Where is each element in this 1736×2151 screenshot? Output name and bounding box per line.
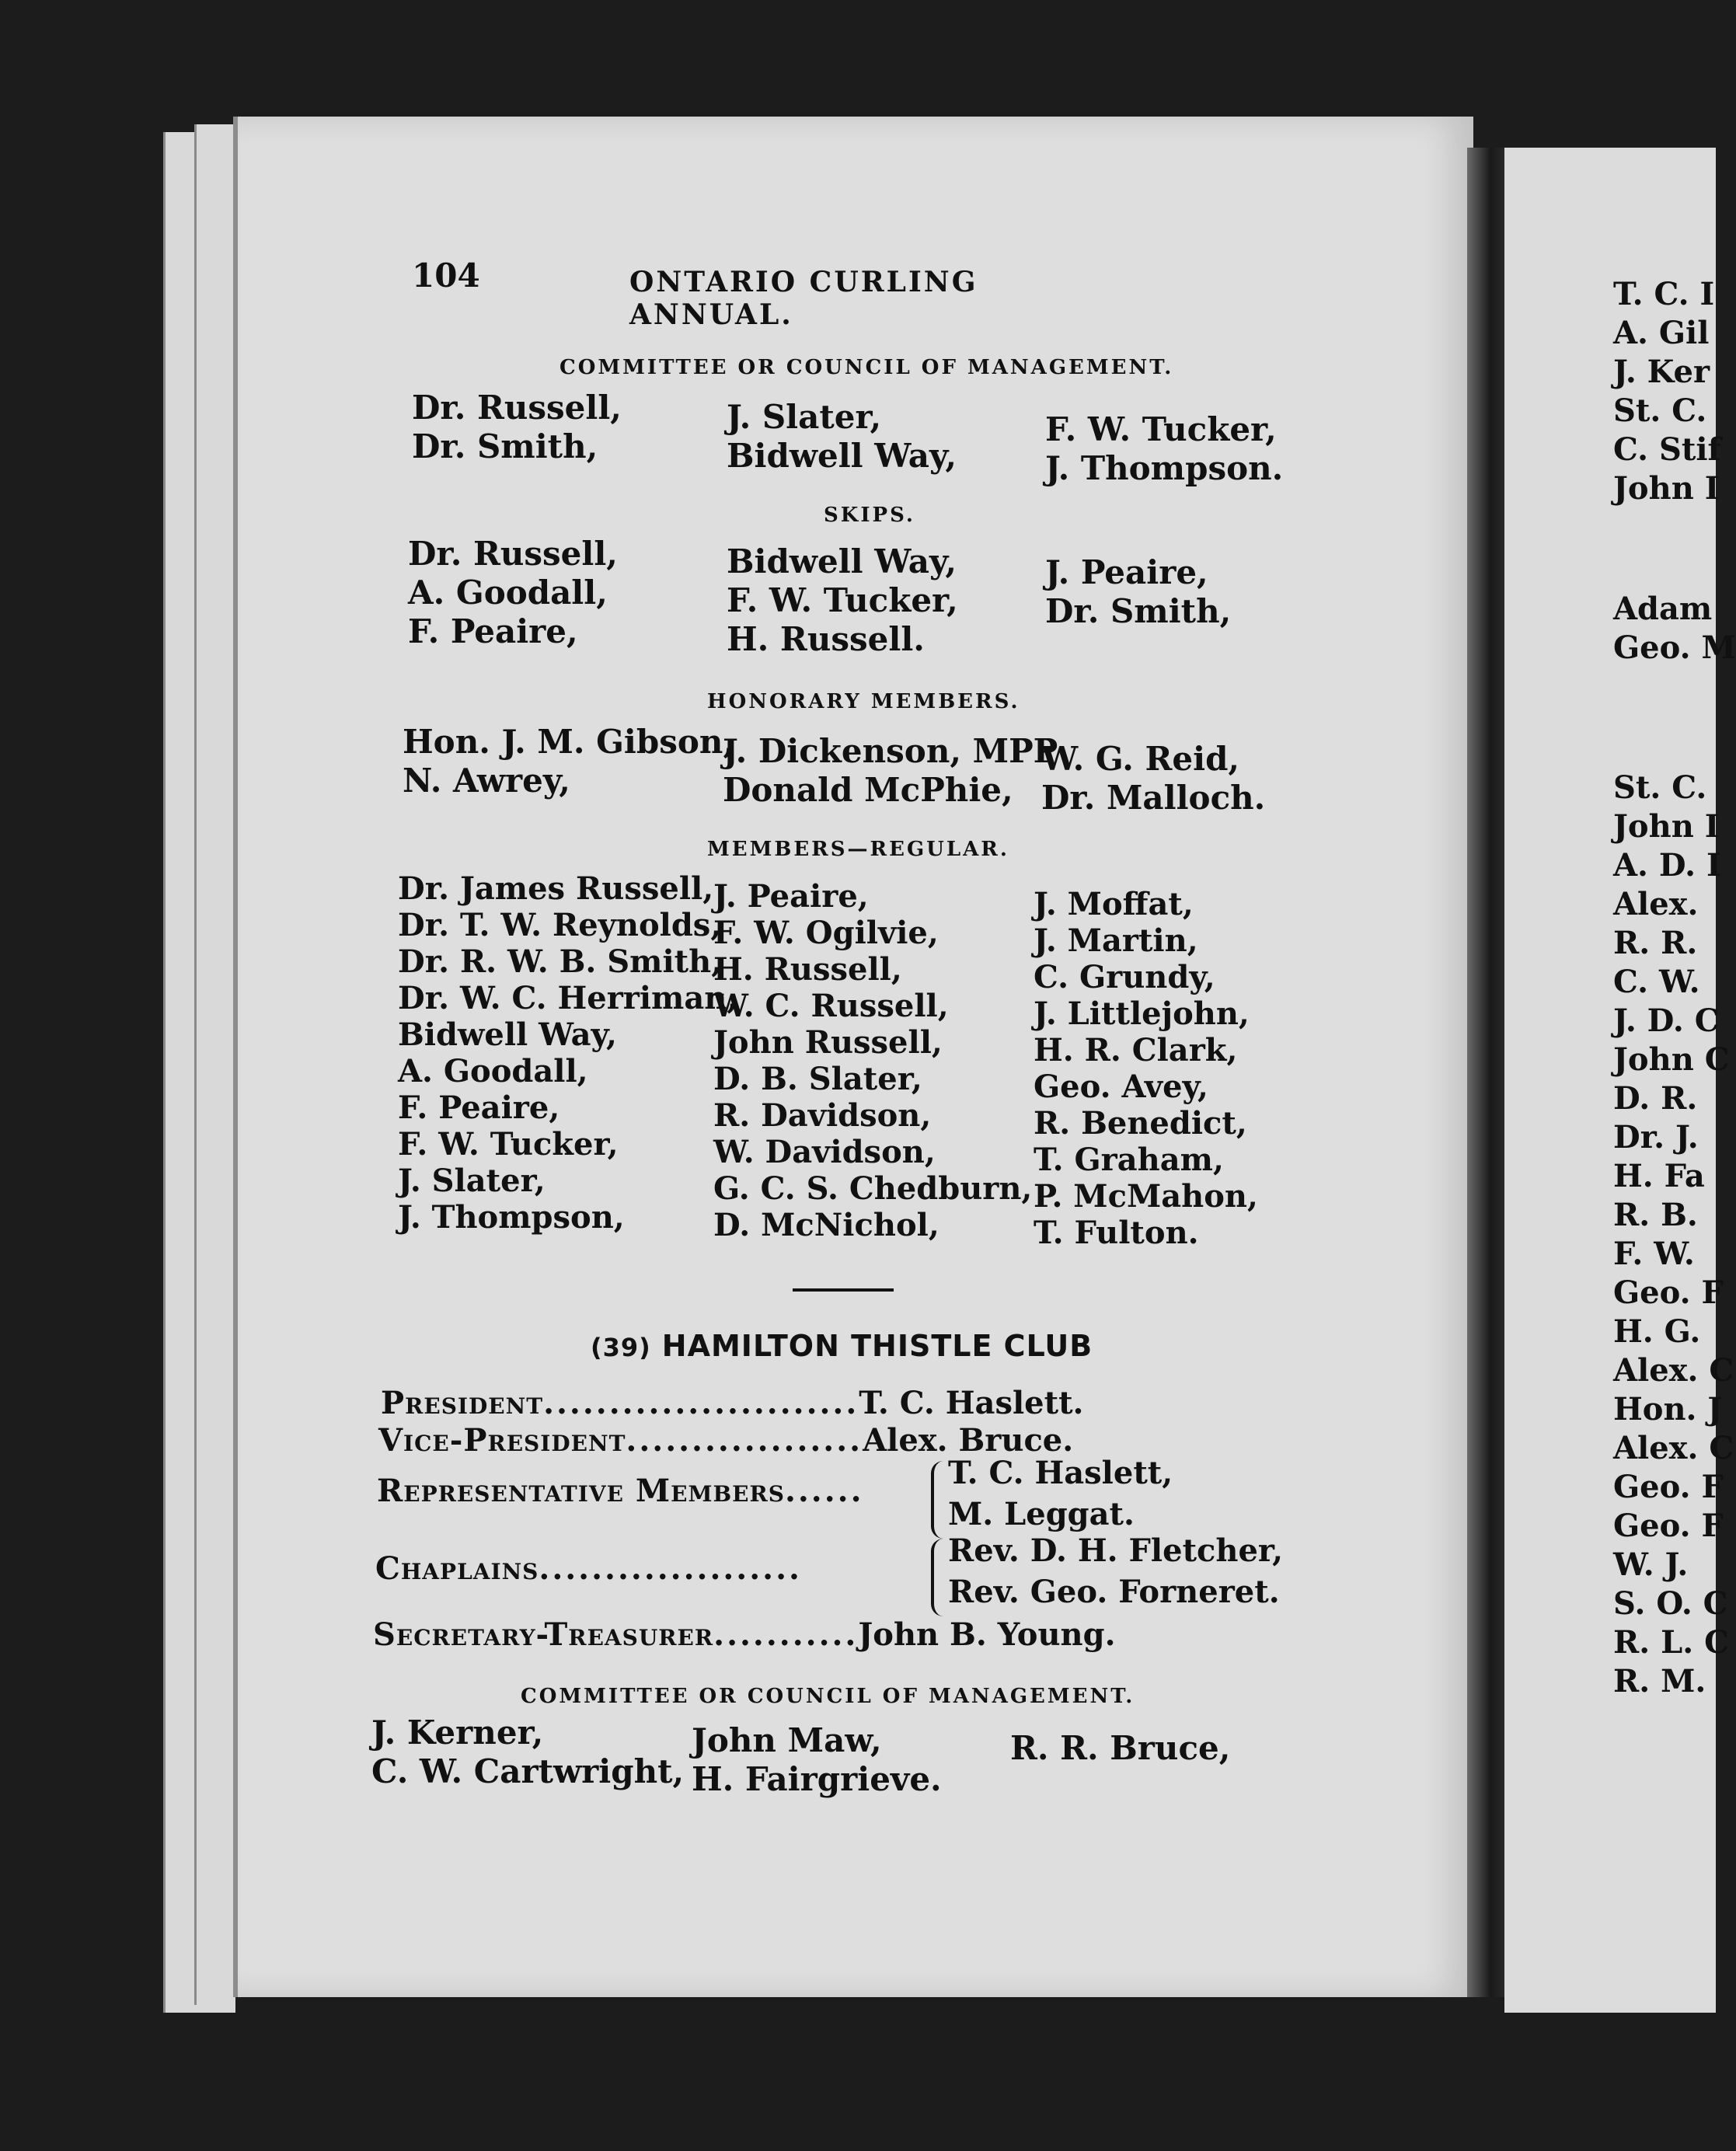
regular-column-2 — [713, 878, 1032, 1243]
list-item: J. Slater, — [727, 398, 882, 436]
right-page-line: F. W. — [1613, 1236, 1695, 1272]
list-item: F. W. Ogilvie, — [713, 915, 939, 951]
office-label: Representative Members — [377, 1473, 785, 1509]
page-number: 104 — [412, 256, 480, 295]
page-stack-edge — [194, 124, 235, 2005]
list-item: J. Peaire, — [1045, 553, 1208, 591]
office-holder: Rev. Geo. Forneret. — [948, 1574, 1280, 1610]
list-item: R. Davidson, — [713, 1097, 932, 1134]
list-item: F. W. Tucker, — [1045, 410, 1277, 448]
leader-dots: .................... — [539, 1550, 802, 1587]
list-item: Donald McPhie, — [723, 771, 1013, 809]
list-item: Geo. Avey, — [1034, 1069, 1208, 1105]
vice-president-row — [378, 1422, 1073, 1459]
right-page-line: Hon. J — [1613, 1391, 1723, 1428]
leader-dots: .................. — [626, 1422, 863, 1459]
list-item: J. Martin, — [1034, 922, 1198, 959]
right-page-line: John C — [1613, 1041, 1730, 1078]
book-gutter — [1467, 148, 1506, 1997]
regular-column-1 — [398, 870, 737, 1236]
secretary-treasurer-row — [373, 1616, 1116, 1653]
club-committee-heading: COMMITTEE OR COUNCIL OF MANAGEMENT. — [521, 1685, 1135, 1708]
leader-dots: ........... — [713, 1616, 859, 1653]
list-item: J. Moffat, — [1034, 886, 1194, 922]
committee-heading: COMMITTEE OR COUNCIL OF MANAGEMENT. — [559, 356, 1174, 379]
list-item: J. Slater, — [398, 1163, 546, 1199]
office-holder: T. C. Haslett, — [948, 1455, 1173, 1491]
club-committee-column-1 — [371, 1713, 684, 1791]
right-page-line: John I — [1613, 470, 1720, 507]
honorary-column-1 — [403, 723, 734, 800]
office-holder: M. Leggat. — [948, 1496, 1135, 1532]
list-item: Dr. T. W. Reynolds, — [398, 907, 722, 943]
list-item: Bidwell Way, — [727, 542, 957, 580]
honorary-column-3 — [1041, 740, 1265, 818]
right-page-line: Adam — [1613, 591, 1713, 627]
list-item: Hon. J. M. Gibson, — [403, 723, 735, 761]
committee-column-1 — [412, 389, 622, 466]
list-item: J. Thompson, — [398, 1199, 625, 1236]
list-item: Bidwell Way, — [398, 1016, 617, 1053]
right-page-line: Alex. C — [1613, 1430, 1734, 1466]
right-page-line: Geo. F — [1613, 1508, 1724, 1544]
list-item: Dr. W. C. Herriman, — [398, 980, 738, 1016]
right-page-line: H. Fa — [1613, 1158, 1705, 1194]
club-title — [591, 1329, 1093, 1363]
list-item: Dr. Smith, — [1045, 592, 1232, 630]
honorary-column-2 — [723, 732, 1058, 810]
right-page-line: H. G. — [1613, 1313, 1701, 1350]
right-page-line: W. J. — [1613, 1546, 1689, 1583]
list-item: Bidwell Way, — [727, 437, 957, 475]
committee-column-3 — [1045, 410, 1283, 488]
list-item: Dr. Malloch. — [1041, 779, 1266, 817]
right-page-line: St. C. — [1613, 392, 1707, 429]
club-name: HAMILTON THISTLE CLUB — [661, 1329, 1093, 1363]
list-item: Dr. Russell, — [408, 535, 618, 573]
list-item: T. Fulton. — [1034, 1215, 1199, 1251]
right-page-line: Alex. C — [1613, 1352, 1734, 1389]
honorary-heading: HONORARY MEMBERS. — [707, 690, 1020, 713]
regular-heading: MEMBERS—REGULAR. — [707, 838, 1009, 861]
right-page-line: D. R. — [1613, 1080, 1698, 1117]
right-page-line: C. W. — [1613, 964, 1700, 1000]
right-page-line: S. O. C — [1613, 1585, 1728, 1622]
right-page-line: A. Gil — [1613, 315, 1710, 351]
list-item: F. Peaire, — [398, 1089, 560, 1126]
office-label: Chaplains — [375, 1550, 539, 1587]
right-page-line: John I — [1613, 808, 1720, 845]
list-item: C. Grundy, — [1034, 959, 1215, 995]
list-item: A. Goodall, — [398, 1053, 588, 1089]
committee-column-2 — [727, 398, 957, 476]
regular-column-3 — [1034, 886, 1258, 1251]
office-label: President — [381, 1385, 544, 1421]
right-page-line: Geo. F — [1613, 1274, 1724, 1311]
right-page-line: R. M. — [1613, 1663, 1706, 1700]
right-page-line: Geo. F — [1613, 1469, 1724, 1505]
list-item: F. Peaire, — [408, 612, 578, 650]
list-item: G. C. S. Chedburn, — [713, 1170, 1033, 1207]
leader-dots: ........................ — [543, 1385, 859, 1421]
office-holder: John B. Young. — [858, 1616, 1116, 1653]
skips-heading: SKIPS. — [824, 504, 915, 527]
list-item: R. Benedict, — [1034, 1105, 1247, 1142]
right-page-line: R. L. C — [1613, 1624, 1729, 1661]
president-row — [381, 1385, 1083, 1421]
running-title: ONTARIO CURLING ANNUAL. — [629, 266, 978, 331]
list-item: W. Davidson, — [713, 1134, 936, 1170]
right-page — [1504, 148, 1736, 2013]
list-item: H. R. Clark, — [1034, 1032, 1238, 1069]
list-item: J. Dickenson, MPP — [723, 732, 1058, 770]
leader-dots: ...... — [784, 1473, 864, 1509]
list-item: T. Graham, — [1034, 1142, 1224, 1178]
list-item: D. B. Slater, — [713, 1061, 922, 1097]
right-page-line: Alex. — [1613, 886, 1699, 922]
list-item: H. Russell, — [713, 951, 902, 988]
office-label: Secretary-Treasurer — [373, 1616, 714, 1653]
list-item: C. W. Cartwright, — [371, 1752, 685, 1790]
list-item: A. Goodall, — [408, 573, 608, 612]
chaplains-row — [375, 1550, 802, 1587]
list-item: H. Fairgrieve. — [692, 1760, 942, 1798]
list-item: Dr. Russell, — [412, 389, 622, 427]
club-committee-column-2 — [692, 1721, 942, 1799]
right-page-line: A. D. I — [1613, 847, 1721, 884]
section-divider — [793, 1288, 894, 1292]
list-item: J. Peaire, — [713, 878, 869, 915]
skips-column-1 — [408, 535, 618, 651]
representative-row — [377, 1473, 864, 1509]
office-holder: Rev. D. H. Fletcher, — [948, 1532, 1284, 1569]
list-item: J. Littlejohn, — [1034, 995, 1250, 1032]
right-page-line: Dr. J. — [1613, 1119, 1699, 1156]
list-item: Dr. James Russell, — [398, 870, 714, 907]
list-item: W. C. Russell, — [713, 988, 949, 1024]
list-item: N. Awrey, — [403, 762, 570, 800]
list-item: John Russell, — [713, 1024, 943, 1061]
skips-column-3 — [1045, 553, 1231, 631]
right-page-line: St. C. — [1613, 769, 1707, 806]
right-page-line: R. R. — [1613, 925, 1698, 961]
list-item: D. McNichol, — [713, 1207, 939, 1243]
club-number: (39) — [591, 1333, 651, 1362]
list-item: J. Thompson. — [1045, 449, 1284, 487]
page-header — [412, 256, 1150, 331]
office-holder: T. C. Haslett. — [859, 1385, 1084, 1421]
brace — [931, 1539, 945, 1616]
list-item: F. W. Tucker, — [727, 581, 958, 619]
list-item: R. R. Bruce, — [1010, 1729, 1231, 1767]
list-item: W. G. Reid, — [1041, 740, 1240, 778]
office-holder: Alex. Bruce. — [863, 1422, 1074, 1459]
list-item: John Maw, — [692, 1721, 882, 1759]
list-item: H. Russell. — [727, 620, 925, 658]
right-page-line: Geo. M — [1613, 629, 1736, 666]
brace — [931, 1461, 945, 1539]
skips-column-2 — [727, 542, 958, 659]
list-item: Dr. R. W. B. Smith, — [398, 943, 723, 980]
right-page-line: J. Ker — [1613, 354, 1710, 390]
office-label: Vice-President — [378, 1422, 626, 1459]
list-item: P. McMahon, — [1034, 1178, 1258, 1215]
right-page-line: J. D. C — [1613, 1002, 1720, 1039]
right-page-line: R. B. — [1613, 1197, 1698, 1233]
right-page-line: T. C. I — [1613, 276, 1715, 312]
club-committee-column-3 — [1010, 1729, 1230, 1768]
list-item: Dr. Smith, — [412, 427, 598, 465]
list-item: J. Kerner, — [371, 1713, 544, 1752]
right-page-line: C. Stif — [1613, 431, 1721, 468]
list-item: F. W. Tucker, — [398, 1126, 619, 1163]
